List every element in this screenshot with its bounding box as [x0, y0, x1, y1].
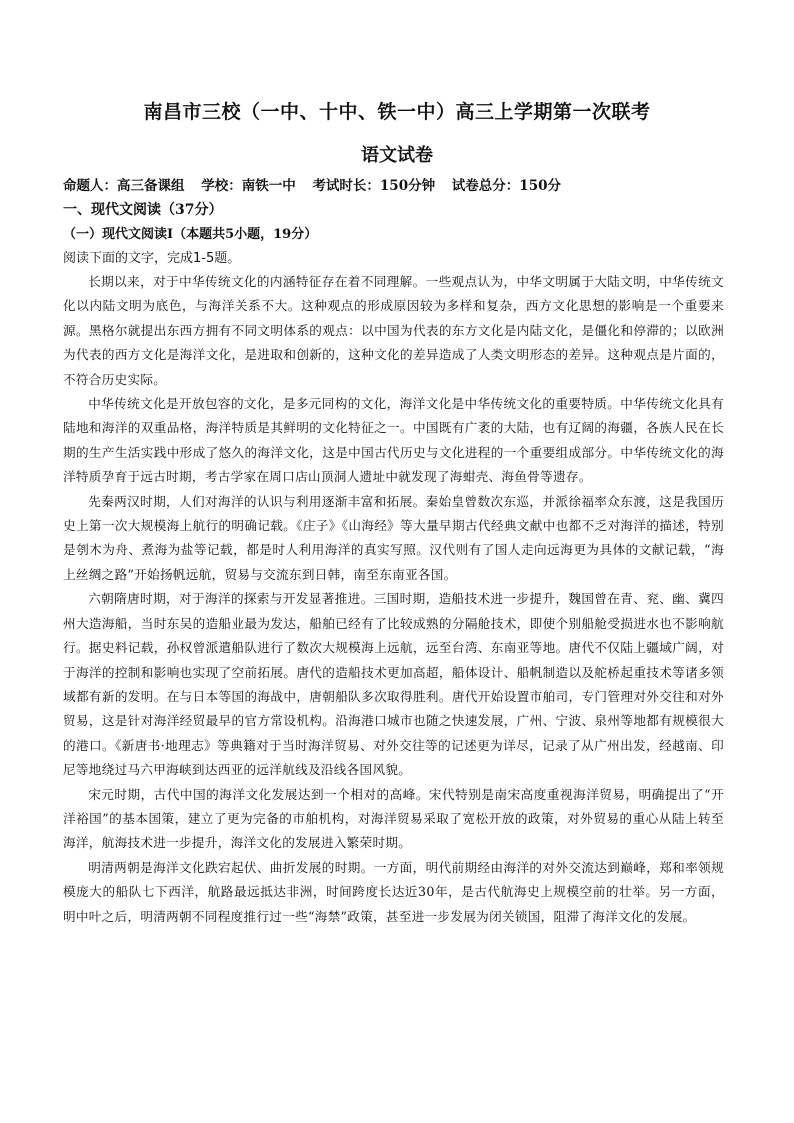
passage-paragraph: 六朝隋唐时期，对于海洋的探索与开发显著推进。三国时期，造船技术进一步提升，魏国曾在青、兖、幽、冀四州大造海船，当时东吴的造船业最为发达，船舶已经有了比较成熟的分隔舱技术，即使个别船舱受损进水也不影响航行。据史料记载，孙权曾派遣船队进行了数次大规模海上远航，远至台湾、东南亚等地。唐代不仅陆上疆域广阔，对于海洋的控制和影响也实现了空前拓展。唐代的造船技术更加高超，船体设计、船帆制造以及舵桥起重技术等诸多领域都有新的发明。在与日本等国的海战中，唐朝船队多次取得胜利。唐代开始设置市舶司，专门管理对外交往和对外贸易，这是针对海洋经贸最早的官方常设机构。沿海港口城市也随之快速发展，广州、宁波、泉州等地都有规模很大的港口。《新唐书·地理志》等典籍对于当时海洋贸易、对外交往等的记述更为详尽，记录了从广州出发，经越南、印尼等地绕过马六甲海峡到达西亚的远洋航线及沿线各国风貌。 [63, 591, 724, 778]
exam-subtitle: 语文试卷 [361, 145, 433, 166]
exam-meta [63, 174, 573, 194]
passage-paragraph: 明清两朝是海洋文化跌宕起伏、曲折发展的时期。一方面，明代前期经由海洋的对外交流达到巅峰，郑和率领规模庞大的船队七下西洋，航路最远抵达非洲，时间跨度长达近30年，是古代航海史上规模空前的壮举。另一方面，明中叶之后，明清两朝不同程度推行过一些“海禁”政策，甚至进一步发展为闭关锁国，阻滞了海洋文化的发展。 [63, 859, 724, 924]
exam-title: 南昌市三校（一中、十中、铁一中）高三上学期第一次联考 [143, 101, 651, 123]
passage-paragraph: 长期以来，对于中华传统文化的内涵特征存在着不同理解。一些观点认为，中华文明属于大陆文明，中华传统文化以内陆文明为底色，与海洋关系不大。这种观点的形成原因较为多样和复杂，西方文化思想的影响是一个重要来源。黑格尔就提出东西方拥有不同文明体系的观点：以中国为代表的东方文化是内陆文化，是僵化和停滞的；以欧洲为代表的西方文化是海洋文化，是进取和创新的，这种文化的差异造成了人类文明形态的差异。这种观点是片面的，不符合历史实际。 [63, 274, 724, 387]
section-heading: 一、现代文阅读（37分） [63, 202, 223, 218]
meta-duration: 考试时长：150分钟 [312, 178, 436, 194]
passage-paragraph: 宋元时期，古代中国的海洋文化发展达到一个相对的高峰。宋代特别是南宋高度重视海洋贸易，明确提出了“开洋裕国”的基本国策，建立了更为完备的市舶机构，对海洋贸易采取了宽松开放的政策，对外贸易的重心从陆上转至海洋，航海技术进一步提升，海洋文化的发展进入繁荣时期。 [63, 786, 724, 851]
meta-school: 学校：南铁一中 [201, 178, 296, 194]
subsection-heading: （一）现代文阅读Ⅰ（本题共5小题，19分） [63, 227, 318, 242]
passage-paragraph: 中华传统文化是开放包容的文化，是多元同构的文化，海洋文化是中华传统文化的重要特质。中华传统文化具有陆地和海洋的双重品格，海洋特质是其鲜明的文化特征之一。中国既有广袤的大陆，也有辽阔的海疆，各族人民在长期的生产生活实践中形成了悠久的海洋文化，这是中国古代历史与文化进程的一个重要组成部分。中华传统文化的海洋特质孕育于远古时期，考古学家在周口店山顶洞人遗址中就发现了海蚶壳、海鱼骨等遗存。 [63, 396, 724, 485]
reading-instruction: 阅读下面的文字，完成1-5题。 [63, 251, 241, 266]
meta-author: 命题人：高三备课组 [63, 178, 185, 194]
passage-paragraph: 先秦两汉时期，人们对海洋的认识与利用逐渐丰富和拓展。秦始皇曾数次东巡，并派徐福率众东渡，这是我国历史上第一次大规模海上航行的明确记载。《庄子》《山海经》等大量早期古代经典文献中也都不乏对海洋的描述，特别是刳木为舟、煮海为盐等记载，都是时人利用海洋的真实写照。汉代则有了国人走向远海更为具体的文献记载，“海上丝绸之路”开始扬帆远航，贸易与交流东到日韩，南至东南亚各国。 [63, 493, 724, 582]
meta-total-score: 试卷总分：150分 [451, 178, 561, 194]
reading-passage [63, 270, 724, 929]
